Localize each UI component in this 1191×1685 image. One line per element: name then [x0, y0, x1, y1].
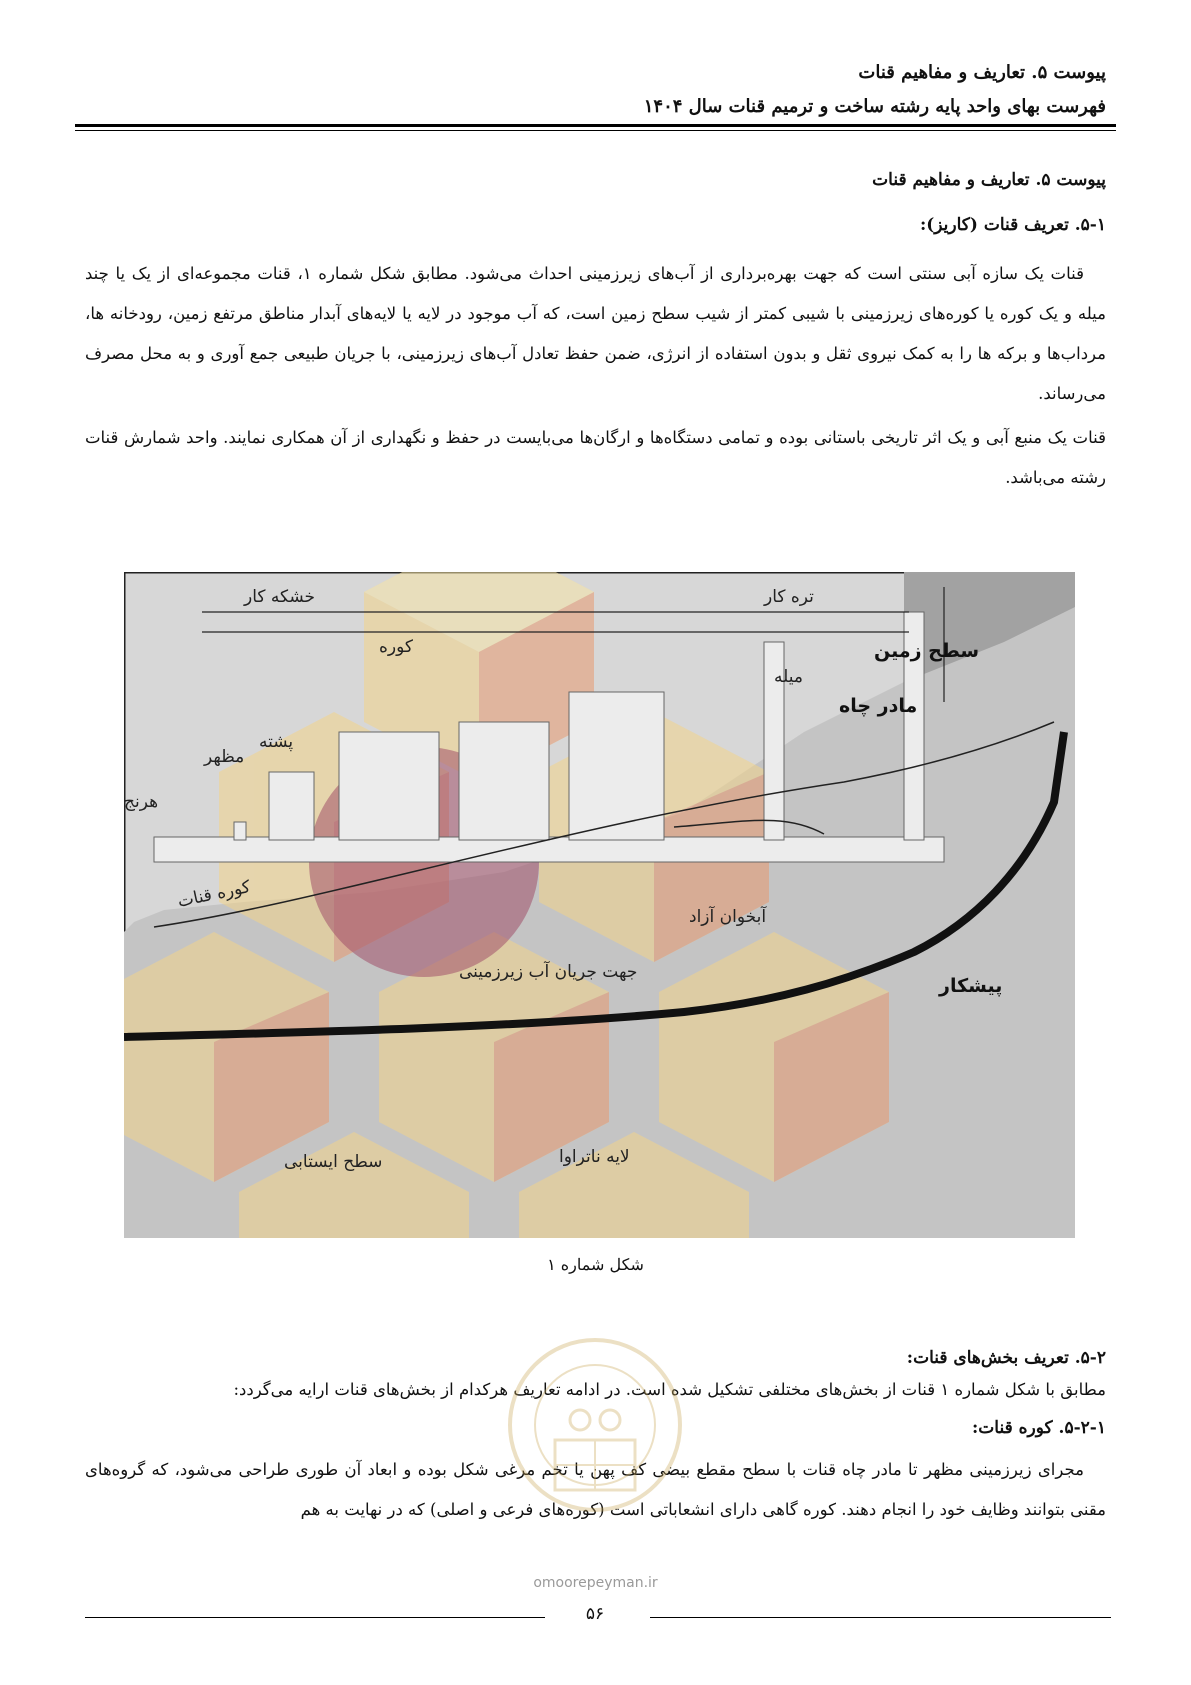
- shaft-1: [234, 822, 246, 840]
- label-koore-ghanat: کوره قنات: [175, 876, 253, 912]
- section-5-2-paragraph: مطابق با شکل شماره ۱ قنات از بخش‌های مختلفی تشکیل شده است. در ادامه تعاریف هرکدام از بخش‌های قنات ارایه می‌گردد:: [233, 1380, 1106, 1399]
- shaft-4: [459, 722, 549, 840]
- header-rule-thin: [75, 130, 1116, 131]
- label-pishkar: پیشکار: [939, 975, 1003, 997]
- section-5-1-paragraph-2: قنات یک منبع آبی و یک اثر تاریخی باستانی بوده و تمامی دستگاه‌ها و ارگان‌ها می‌بایست در حفظ و نگهداری از آن همکاری نمایند. واحد شمارش قنات رشته می‌باشد.: [85, 428, 1106, 487]
- running-header-document-title: فهرست بهای واحد پایه رشته ساخت و ترمیم قنات سال ۱۴۰۴: [643, 96, 1106, 117]
- footer-rule-right: [650, 1617, 1111, 1618]
- section-5-2-title: ۵-۲. تعریف بخش‌های قنات:: [906, 1348, 1106, 1368]
- page-number: ۵۶: [585, 1604, 605, 1624]
- section-5-1-paragraph-1: قنات یک سازه آبی سنتی است که جهت بهره‌برداری از آب‌های زیرزمینی احداث می‌شود. مطابق شکل شماره ۱، قنات مجموعه‌ای از یک یا چند میله و یک کوره یا کوره‌های زیرزمینی با شیبی کمتر از شیب سطح زمین است، که آب موجود در لایه یا لایه‌های آبدار مناطق مرتفع زمین، رودخانه ها، مرداب‌ها و برکه ها را به کمک نیروی ثقل و بدون استفاده از انرژی، ضمن حفظ تعادل آب‌های زیرزمینی، با جریان طبیعی جمع آوری و به محل مصرف می‌رساند.: [85, 264, 1106, 403]
- label-madar-chah: مادر چاه: [839, 695, 918, 717]
- label-mazhar: مظهر: [204, 747, 245, 767]
- shaft-3: [339, 732, 439, 840]
- appendix-title: پیوست ۵. تعاریف و مفاهیم قنات: [872, 170, 1106, 190]
- footer-rule-left: [85, 1617, 545, 1618]
- label-laye-natarava: لایه ناتراوا: [559, 1147, 630, 1167]
- omoorepeyman-watermark-logo: [500, 1330, 690, 1570]
- label-tare-kar: تره کار: [764, 587, 814, 607]
- label-poshte: پشته: [259, 732, 294, 752]
- shaft-2: [269, 772, 314, 840]
- label-sath-zamin: سطح زمین: [874, 640, 980, 662]
- qanat-diagram: [124, 572, 1075, 1238]
- label-sath-istabi: سطح ایستابی: [284, 1152, 383, 1172]
- qanat-tunnel: [154, 837, 944, 862]
- section-5-2-1-paragraph: مجرای زیرزمینی مظهر تا مادر چاه قنات با سطح مقطع بیضی کف پهن یا تخم مرغی شکل بوده و ابعاد آن طوری طراحی می‌شود، که گروه‌های مقنی بتوانند وظایف خود را انجام دهند. کوره گاهی دارای انشعاباتی است (کوره‌های فرعی و اصلی) که در نهایت به هم: [85, 1460, 1106, 1519]
- label-abkhan-azad: آبخوان آزاد: [689, 907, 767, 927]
- label-khoshke-kar: خشکه کار: [244, 587, 316, 607]
- section-5-1-title: ۵-۱. تعریف قنات (کاریز):: [919, 215, 1106, 235]
- figure-caption: شکل شماره ۱: [547, 1255, 644, 1274]
- label-koore: کوره: [379, 637, 413, 657]
- label-haranj: هرنج: [124, 792, 159, 812]
- label-jahat-jarian: جهت جریان آب زیرزمینی: [459, 962, 638, 982]
- section-5-2-1-title: ۵-۲-۱. کوره قنات:: [972, 1418, 1106, 1438]
- running-header-appendix: پیوست ۵. تعاریف و مفاهیم قنات: [858, 62, 1106, 83]
- watermark-site-text: omoorepeyman.ir: [533, 1575, 658, 1591]
- label-mile: میله: [774, 667, 803, 687]
- header-rule-thick: [75, 124, 1116, 127]
